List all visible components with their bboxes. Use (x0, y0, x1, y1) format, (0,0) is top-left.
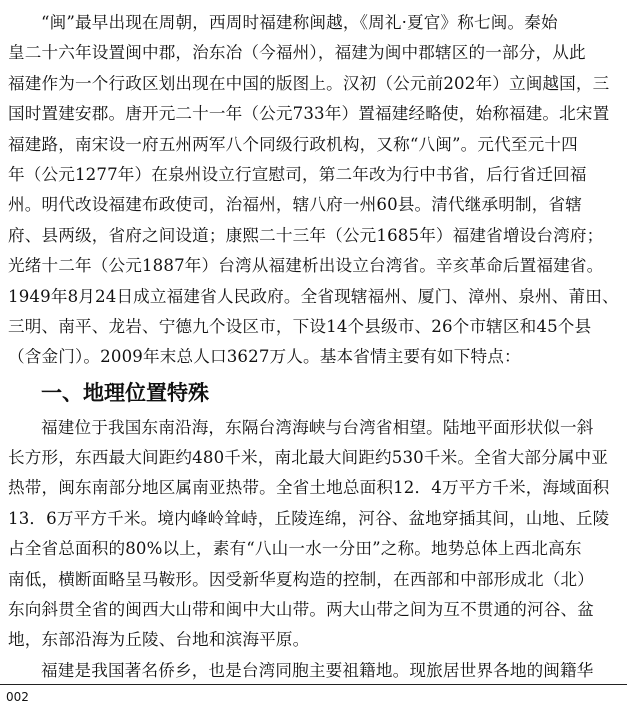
section-heading: 一、地理位置特殊 (41, 380, 209, 405)
text-line: 福建作为一个行政区划出现在中国的版图上。汉初（公元前202年）立闽越国，三 (8, 73, 610, 93)
text-line: 州。明代改设福建布政使司，治福州，辖八府一州60县。清代继承明制，省辖 (8, 195, 582, 215)
text-line: 福建路，南宋设一府五州两军八个同级行政机构，又称“八闽”。元代至元十四 (8, 134, 578, 154)
text-line: 13．6万平方千米。境内峰岭耸峙，丘陵连绵，河谷、盆地穿插其间，山地、丘陵 (8, 508, 610, 528)
text-line: “闽”最早出现在周朝，西周时福建称闽越，《周礼·夏官》称七闽。秦始 (41, 13, 558, 32)
text-line: 府、县两级，省府之间设道；康熙二十三年（公元1685年）福建省增设台湾府； (8, 225, 604, 245)
page-number: 002 (6, 690, 29, 704)
text-line: 热带，闽东南部分地区属南亚热带。全省土地总面积12．4万平方千米，海域面积 (8, 478, 610, 498)
page-body (8, 8, 619, 686)
text-line: 福建是我国著名侨乡，也是台湾同胞主要祖籍地。现旅居世界各地的闽籍华 (41, 660, 594, 680)
text-line: 1949年8月24日成立福建省人民政府。全省现辖福州、厦门、漳州、泉州、莆田、 (8, 286, 619, 306)
text-line: 南低，横断面略呈马鞍形。因受新华夏构造的控制，在西部和中部形成北（北） (8, 569, 595, 589)
footer-divider (0, 684, 627, 685)
text-line: 长方形，东西最大间距约480千米，南北最大间距约530千米。全省大部分属中亚 (8, 448, 609, 468)
text-line: 三明、南平、龙岩、宁德九个设区市，下设14个县级市、26个市辖区和45个县 (8, 316, 592, 336)
text-line: 皇二十六年设置闽中郡，治东冶（今福州），福建为闽中郡辖区的一部分，从此 (8, 43, 586, 63)
text-line: 占全省总面积的80%以上，素有“八山一水一分田”之称。地势总体上西北高东 (8, 539, 582, 559)
text-line: 年（公元1277年）在泉州设立行宣慰司，第二年改为行中书省，后行省迁回福 (8, 164, 587, 184)
text-line: 国时置建安郡。唐开元二十一年（公元733年）置福建经略使，始称福建。北宋置 (8, 104, 610, 124)
text-line: （含金门）。2009年末总人口3627万人。基本省情主要有如下特点： (8, 347, 521, 367)
text-line: 东向斜贯全省的闽西大山带和闽中大山带。两大山带之间为互不贯通的河谷、盆 (8, 600, 595, 620)
text-line: 光绪十二年（公元1887年）台湾从福建析出设立台湾省。辛亥革命后置福建省。 (8, 256, 604, 276)
text-line: 地，东部沿海为丘陵、台地和滨海平原。 (8, 630, 310, 650)
text-line: 福建位于我国东南沿海，东隔台湾海峡与台湾省相望。陆地平面形状似一斜 (41, 417, 594, 437)
